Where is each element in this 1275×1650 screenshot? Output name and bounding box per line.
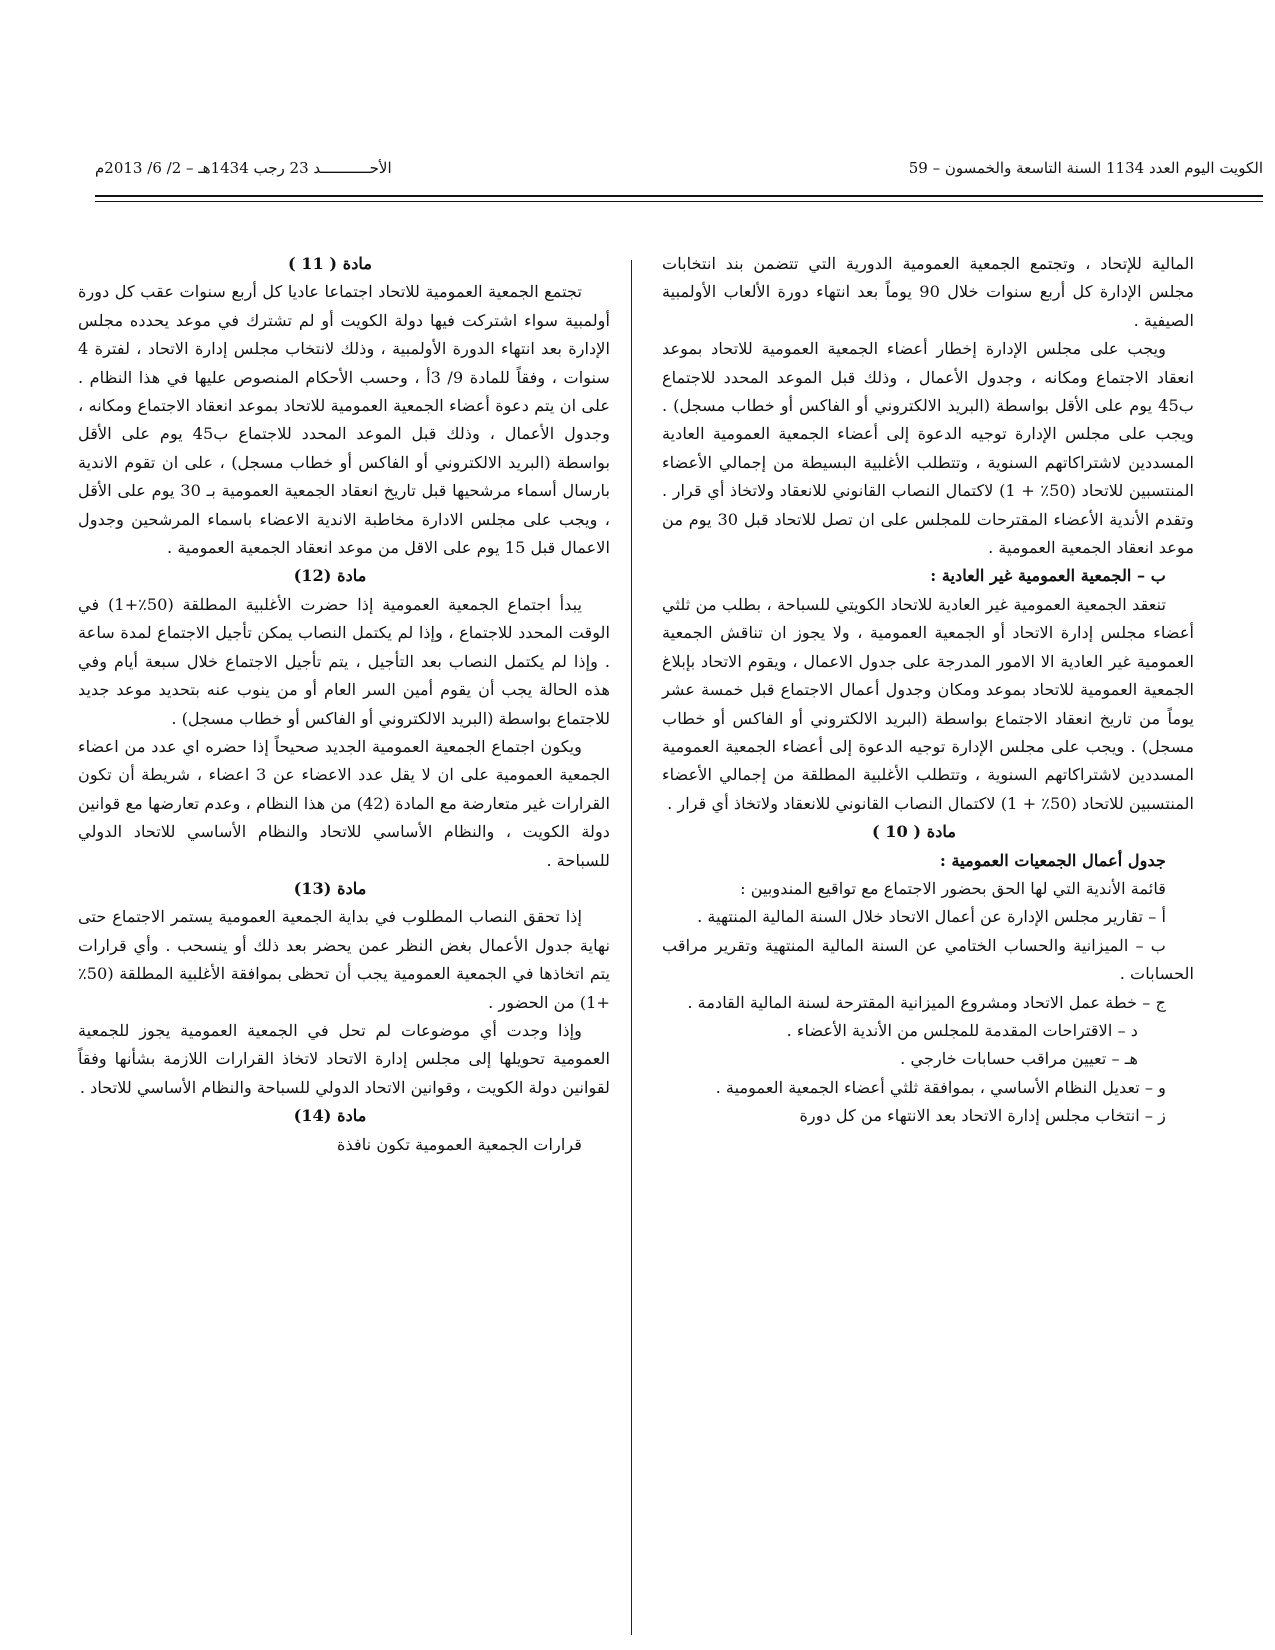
paragraph: إذا تحقق النصاب المطلوب في بداية الجمعية العمومية يستمر الاجتماع حتى نهاية جدول الأعمال بغض النظر عمن يحضر بعد ذلك أو ينسحب . وأي قرارات يتم اتخاذها في الجمعية العمومية يجب أن تحظى بموافقة الأغلبية المطلقة (50٪+1) من الحضور . xyxy=(78,907,610,1012)
paragraph: تنعقد الجمعية العمومية غير العادية للاتحاد الكويتي للسباحة ، بطلب من ثلثي أعضاء مجلس إدارة الاتحاد أو الجمعية العمومية ، ولا يجوز ان تناقش الجمعية العمومية غير العادية الا الامور المدرجة على جدول الاعمال ، ويقوم الاتحاد بإبلاغ الجمعية العمومية للاتحاد بموعد ومكان وجدول أعمال الاجتماع قبل خمسة عشر يوماً من تاريخ انعقاد الاجتماع بواسطة (البريد الالكتروني أو الفاكس أو خطاب مسجل) . ويجب على مجلس الإدارة توجيه الدعوة إلى أعضاء الجمعية العمومية المسددين لاشتراكاتهم السنوية ، وتتطلب الأغلبية المطلقة من إجمالي الأعضاء المنتسبين للاتحاد (50٪ + 1) لاكتمال النصاب القانوني للانعقاد ولاتخاذ أي قرار . xyxy=(662,594,1194,813)
paragraph: قرارات الجمعية العمومية تكون نافذة xyxy=(337,1134,582,1154)
header-rule-thin xyxy=(95,201,1263,202)
paragraph: ويكون اجتماع الجمعية العمومية الجديد صحيحاً إذا حضره اي عدد من اعضاء الجمعية العمومية على ان لا يقل عدد الاعضاء عن 3 اعضاء ، شريطة أن تكون القرارات غير متعارضة مع المادة (42) من هذا النظام ، وعدم تعارضها مع قوانين دولة الكويت ، والنظام الأساسي للاتحاد والنظام الأساسي للاتحاد الدولي للسباحة . xyxy=(78,736,610,870)
list-item: و – تعديل النظام الأساسي ، بموافقة ثلثي أعضاء الجمعية العمومية . xyxy=(715,1077,1166,1097)
header-right-text: الكويت اليوم العدد 1134 السنة التاسعة والخمسون – 59 xyxy=(908,159,1263,177)
header-rule-thick xyxy=(95,195,1263,197)
list-item: أ – تقارير مجلس الإدارة عن أعمال الاتحاد خلال السنة المالية المنتهية . xyxy=(697,907,1166,927)
header-date-text: الأحـــــــــــد 23 رجب 1434هـ – 2/ 6/ 2013م xyxy=(95,159,392,177)
article-heading: مادة (14) xyxy=(293,1106,367,1126)
paragraph: ويجب على مجلس الإدارة إخطار أعضاء الجمعية العمومية للاتحاد بموعد انعقاد الاجتماع ومكانه ، وجدول الأعمال ، وذلك قبل الموعد المحدد للاجتماع ب45 يوم على الأقل بواسطة (البريد الالكتروني أو الفاكس أو خطاب مسجل) . ويجب على مجلس الإدارة توجيه الدعوة إلى أعضاء الجمعية العمومية العادية المسددين لاشتراكاتهم السنوية ، وتتطلب الأغلبية البسيطة من إجمالي الأعضاء المنتسبين للاتحاد (50٪ + 1) لاكتمال النصاب القانوني للانعقاد ولاتخاذ أي قرار . وتقدم الأندية الأعضاء المقترحات للمجلس على ان تصل للاتحاد قبل 30 يوم من موعد انعقاد الجمعية العمومية . xyxy=(662,339,1194,558)
paragraph: وإذا وجدت أي موضوعات لم تحل في الجمعية العمومية يجوز للجمعية العمومية تحويلها إلى مجلس إدارة الاتحاد لاتخاذ القرارات اللازمة بشأنها وفقاً لقوانين دولة الكويت ، وقوانين الاتحاد الدولي للسباحة والنظام الأساسي للاتحاد . xyxy=(78,1020,610,1097)
column-divider xyxy=(631,260,632,1635)
paragraph: المالية للإتحاد ، وتجتمع الجمعية العمومية الدورية التي تتضمن بند انتخابات مجلس الإدارة كل أربع سنوات خلال 90 يوماً بعد انتهاء دورة الألعاب الأولمبية الصيفية . xyxy=(662,254,1194,330)
article-heading: مادة (13) xyxy=(293,878,367,898)
list-item: ج – خطة عمل الاتحاد ومشروع الميزانية المقترحة لسنة المالية القادمة . xyxy=(687,992,1166,1012)
paragraph: قائمة الأندية التي لها الحق بحضور الاجتماع مع تواقيع المندوبين : xyxy=(740,878,1166,898)
list-item: هـ – تعيين مراقب حسابات خارجي . xyxy=(900,1049,1138,1069)
article-heading: مادة ( 10 ) xyxy=(871,822,957,842)
page-header xyxy=(95,154,1275,182)
list-item: د – الاقتراحات المقدمة للمجلس من الأندية الأعضاء . xyxy=(786,1020,1138,1040)
article-heading: مادة ( 11 ) xyxy=(287,254,373,273)
left-column xyxy=(78,250,610,1155)
section-heading: جدول أعمال الجمعيات العمومية : xyxy=(939,850,1166,870)
list-item: ب – الميزانية والحساب الختامي عن السنة المالية المنتهية وتقرير مراقب الحسابات . xyxy=(662,935,1194,984)
paragraph: يبدأ اجتماع الجمعية العمومية إذا حضرت الأغلبية المطلقة (50٪+1) في الوقت المحدد للاجتماع ، وإذا لم يكتمل النصاب يمكن تأجيل الاجتماع لمدة ساعة . وإذا لم يكتمل النصاب بعد التأجيل ، يتم تأجيل الاجتماع خلال سبعة أيام وفي هذه الحالة يجب أن يقوم أمين السر العام أو من ينوب عنه بتحديد موعد جديد للاجتماع بواسطة (البريد الالكتروني أو الفاكس أو خطاب مسجل) . xyxy=(78,594,610,728)
article-heading: مادة (12) xyxy=(293,566,367,586)
paragraph: تجتمع الجمعية العمومية للاتحاد اجتماعا عاديا كل أربع سنوات عقب كل دورة أولمبية سواء اشتركت فيها دولة الكويت أو لم تشترك في موعد يحدده مجلس الإدارة بعد انتهاء الدورة الأولمبية ، وذلك لانتخاب مجلس إدارة الاتحاد ، لفترة 4 سنوات ، وفقاً للمادة 9/ 3أ ، وحسب الأحكام المنصوص عليها في هذا النظام . على ان يتم دعوة أعضاء الجمعية العمومية للاتحاد بموعد انعقاد الاجتماع ومكانه ، وجدول الأعمال ، وذلك قبل الموعد المحدد للاجتماع ب45 يوم على الأقل بواسطة (البريد الالكتروني أو الفاكس أو خطاب مسجل) ، على ان تقوم الاندية بارسال أسماء مرشحيها قبل تاريخ انعقاد الجمعية العمومية بـ 30 يوم على الأقل ، ويجب على مجلس الادارة مخاطبة الاندية الاعضاء باسماء المرشحين وجدول الاعمال قبل 15 يوم على الاقل من موعد انعقاد الجمعية العمومية . xyxy=(78,282,610,558)
list-item: ز – انتخاب مجلس إدارة الاتحاد بعد الانتهاء من كل دورة xyxy=(799,1106,1166,1126)
section-heading: ب – الجمعية العمومية غير العادية : xyxy=(930,566,1166,586)
right-column xyxy=(662,250,1194,1126)
